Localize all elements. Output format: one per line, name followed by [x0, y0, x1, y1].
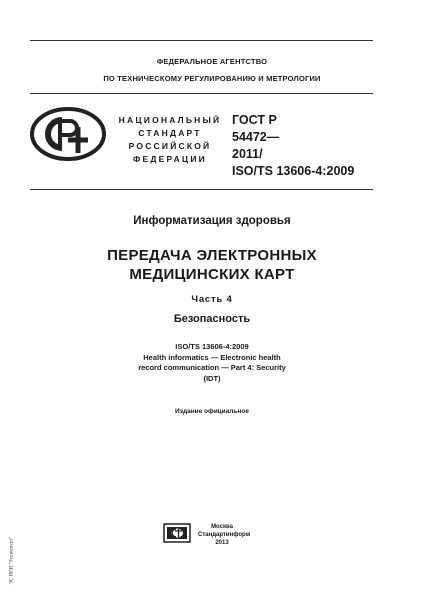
standartinform-logo-icon	[163, 523, 191, 543]
iso-line: (IDT)	[203, 373, 221, 383]
publisher-name: Стандартинформ	[198, 532, 251, 538]
standard-type-line: РОССИЙСКОЙ	[128, 141, 212, 151]
standard-id-line: 2011/	[232, 147, 263, 161]
document-topic: Информатизация здоровья	[133, 215, 291, 227]
side-note-text: ЭС НПИ "Техэксперт"	[9, 536, 15, 585]
header-rule	[30, 93, 373, 94]
document-title-line-1: ПЕРЕДАЧА ЭЛЕКТРОННЫХ	[107, 247, 317, 264]
document-title-line-2: МЕДИЦИНСКИХ КАРТ	[129, 266, 295, 283]
standard-id-line: ГОСТ Р	[232, 113, 277, 127]
standard-type	[116, 114, 224, 166]
side-note	[2, 528, 15, 608]
international-standard	[0, 342, 424, 384]
publisher-city: Москва	[211, 524, 233, 530]
agency-line-2: ПО ТЕХНИЧЕСКОМУ РЕГУЛИРОВАНИЮ И МЕТРОЛОГИИ	[103, 74, 321, 83]
standard-id-line: 54472—	[232, 130, 280, 144]
iso-line: record communication — Part 4: Security	[138, 363, 286, 372]
standard-id	[232, 112, 354, 180]
standard-id-line: ISO/TS 13606-4:2009	[232, 164, 355, 178]
standard-rule	[30, 189, 373, 190]
document-title	[0, 246, 424, 284]
document-part: Часть 4	[191, 294, 233, 305]
iso-line: ISO/TS 13606-4:2009	[175, 342, 249, 351]
iso-line: Health informatics — Electronic health	[143, 352, 281, 362]
top-rule	[30, 40, 373, 41]
standard-type-line: НАЦИОНАЛЬНЫЙ	[118, 115, 222, 125]
document-subtitle: Безопасность	[173, 313, 251, 325]
standard-type-line: ФЕДЕРАЦИИ	[133, 154, 207, 164]
standard-type-line: СТАНДАРТ	[138, 128, 202, 138]
publisher-info	[198, 523, 251, 547]
publisher-year: 2013	[215, 540, 229, 546]
edition-label: Издание официальное	[175, 408, 249, 415]
rst-logo-icon	[30, 107, 106, 161]
agency-line-1: ФЕДЕРАЛЬНОЕ АГЕНТСТВО	[156, 57, 268, 66]
